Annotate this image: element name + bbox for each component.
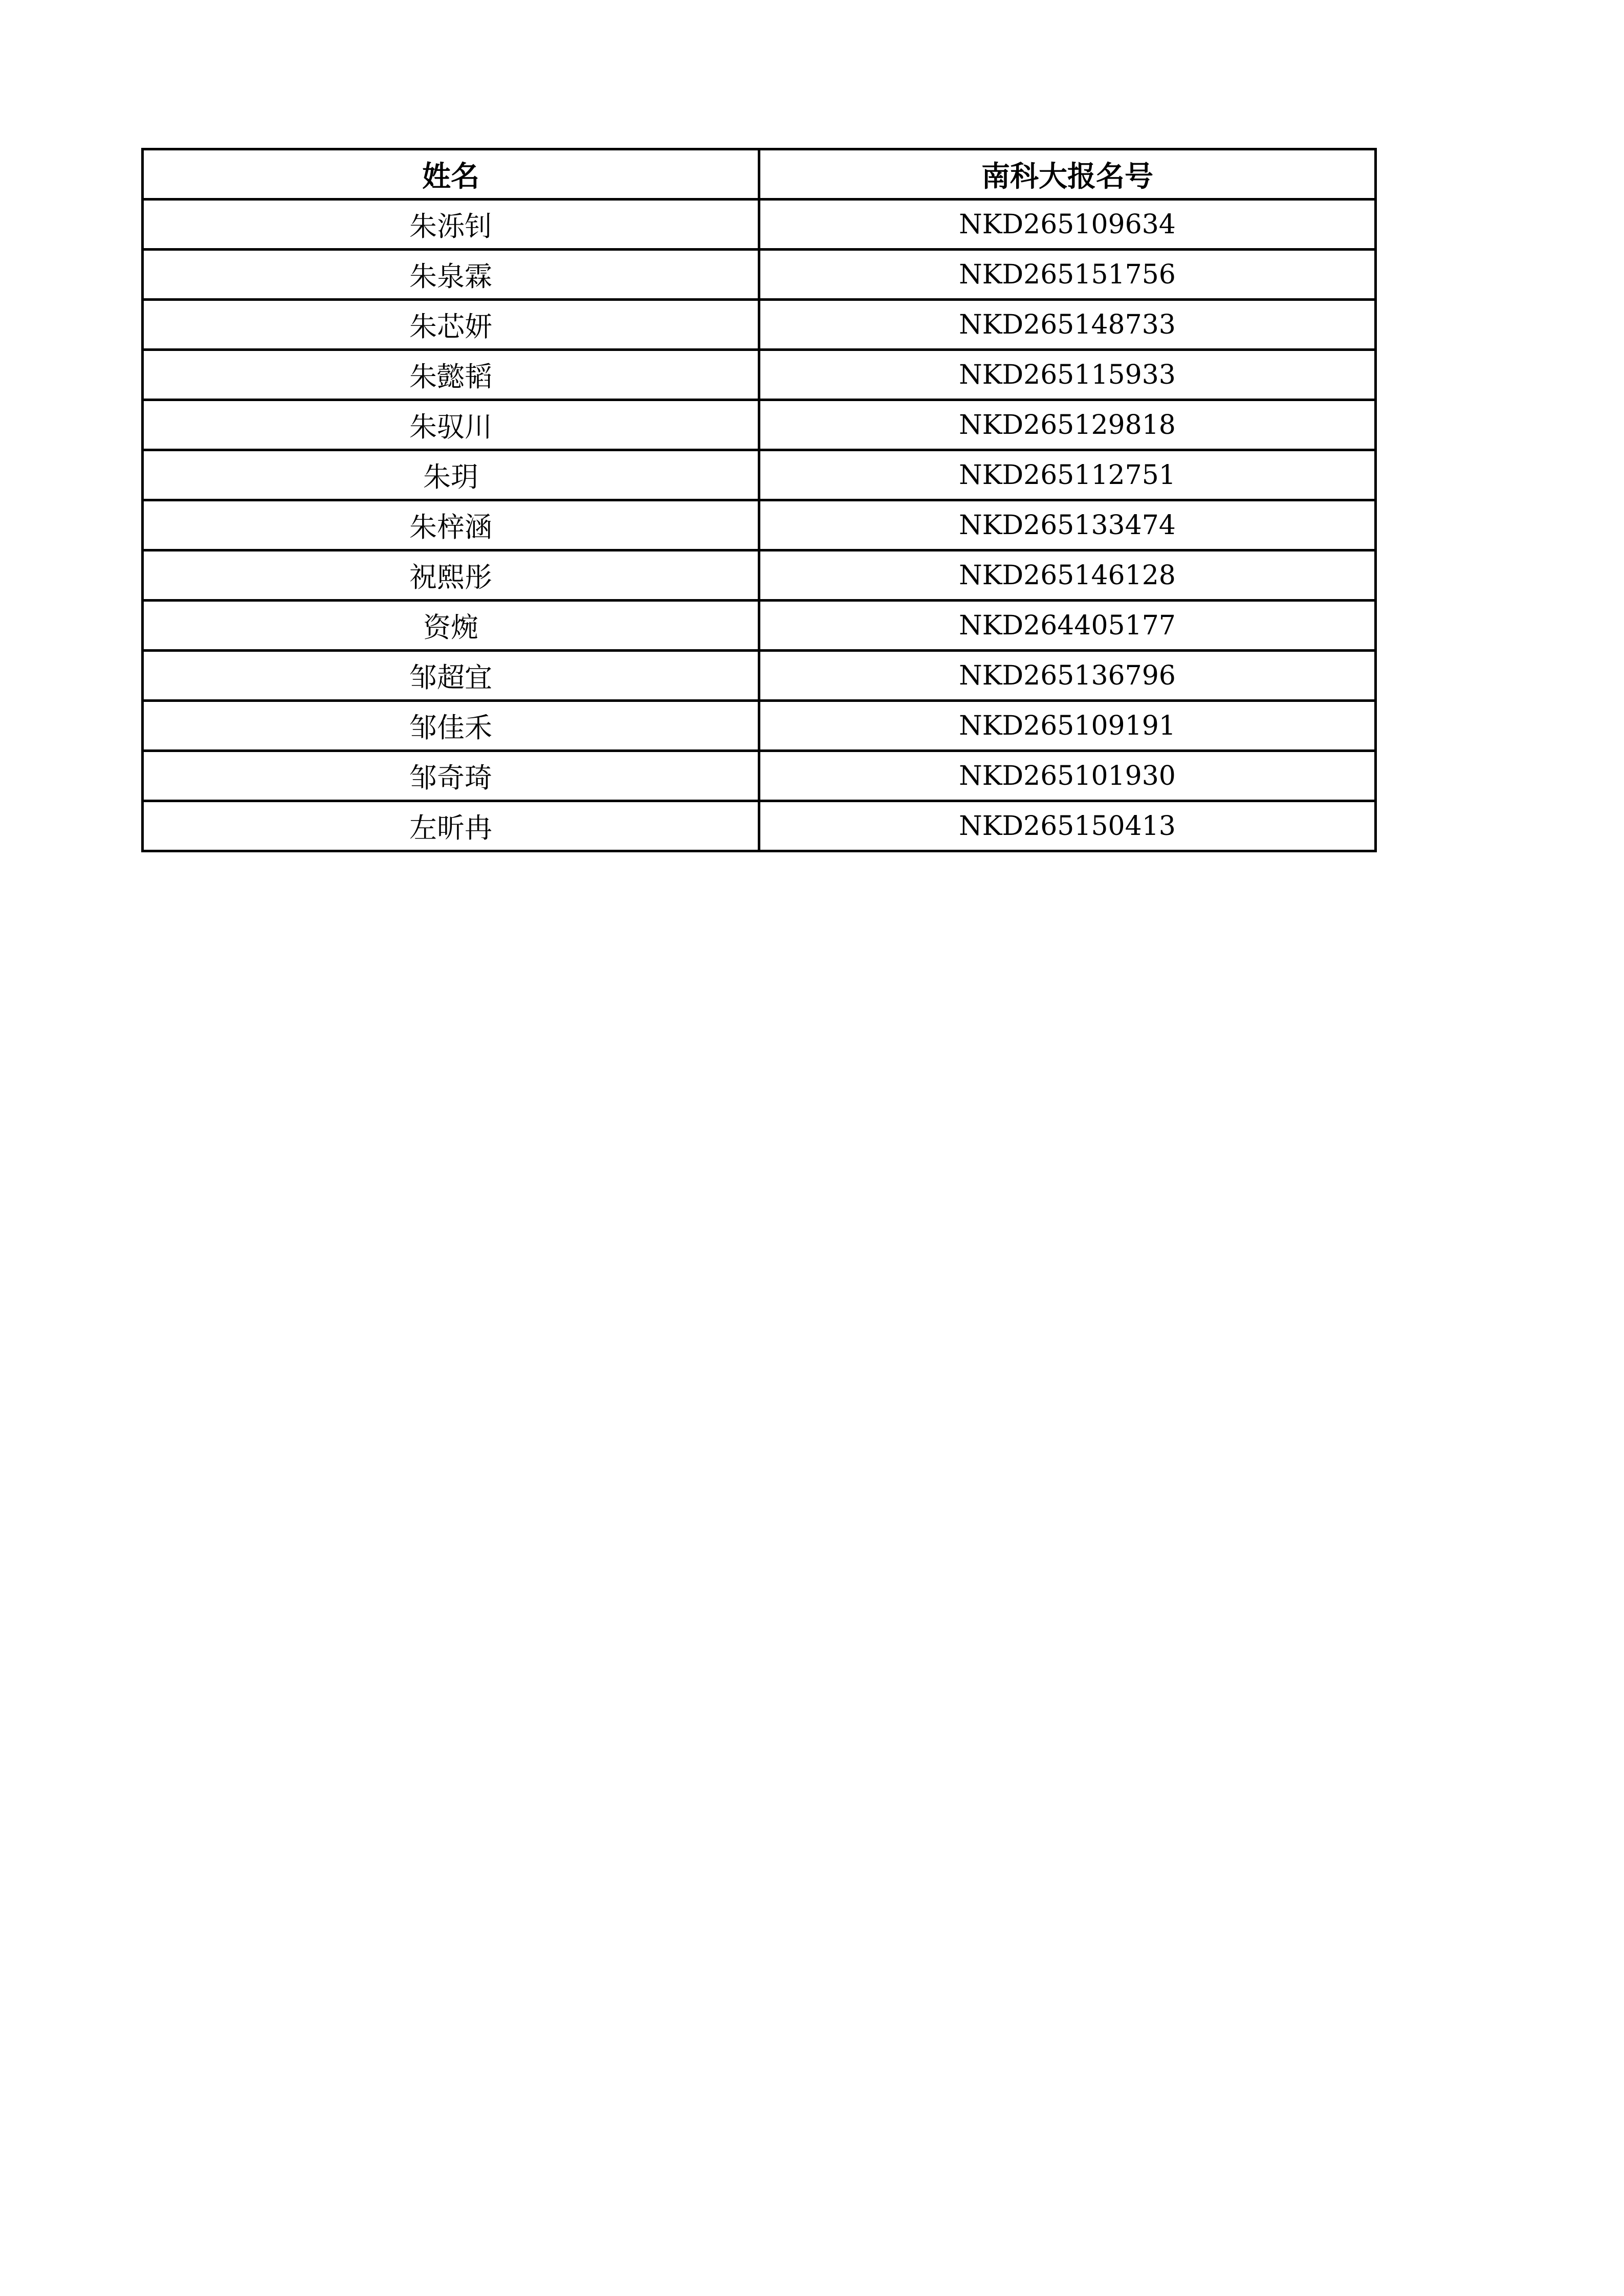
registration-no-cell: NKD265150413 [759, 801, 1376, 851]
registration-no-cell: NKD264405177 [759, 601, 1376, 651]
table-row [143, 701, 1376, 751]
registration-no-cell: NKD265136796 [759, 651, 1376, 701]
table-row [143, 550, 1376, 601]
name-cell: 朱芯妍 [143, 300, 759, 350]
registration-no-cell: NKD265115933 [759, 350, 1376, 400]
name-cell: 朱驭川 [143, 400, 759, 450]
registration-no-cell: NKD265109634 [759, 200, 1376, 250]
table-row [143, 250, 1376, 300]
registration-no-cell: NKD265112751 [759, 450, 1376, 500]
name-cell: 邹佳禾 [143, 701, 759, 751]
registration-no-cell: NKD265146128 [759, 550, 1376, 601]
table-row [143, 500, 1376, 550]
table-row [143, 801, 1376, 851]
name-cell: 朱泉霖 [143, 250, 759, 300]
registration-no-cell: NKD265151756 [759, 250, 1376, 300]
registration-no-cell: NKD265101930 [759, 751, 1376, 801]
name-cell: 朱懿韬 [143, 350, 759, 400]
document-page [141, 148, 1374, 852]
registration-no-cell: NKD265129818 [759, 400, 1376, 450]
table-row [143, 751, 1376, 801]
registration-no-cell: NKD265148733 [759, 300, 1376, 350]
column-header-name: 姓名 [143, 149, 759, 200]
name-cell: 祝熙彤 [143, 550, 759, 601]
table-row [143, 200, 1376, 250]
name-cell: 朱梓涵 [143, 500, 759, 550]
table-row [143, 350, 1376, 400]
table-row [143, 300, 1376, 350]
table-row [143, 450, 1376, 500]
registration-no-cell: NKD265133474 [759, 500, 1376, 550]
table-row [143, 651, 1376, 701]
name-cell: 朱泺钊 [143, 200, 759, 250]
name-cell: 左昕冉 [143, 801, 759, 851]
table-row [143, 601, 1376, 651]
table-row [143, 400, 1376, 450]
name-cell: 邹奇琦 [143, 751, 759, 801]
name-cell: 资焥 [143, 601, 759, 651]
registration-table [141, 148, 1377, 852]
column-header-registration-no: 南科大报名号 [759, 149, 1376, 200]
registration-no-cell: NKD265109191 [759, 701, 1376, 751]
table-header-row [143, 149, 1376, 200]
name-cell: 朱玥 [143, 450, 759, 500]
name-cell: 邹超宜 [143, 651, 759, 701]
